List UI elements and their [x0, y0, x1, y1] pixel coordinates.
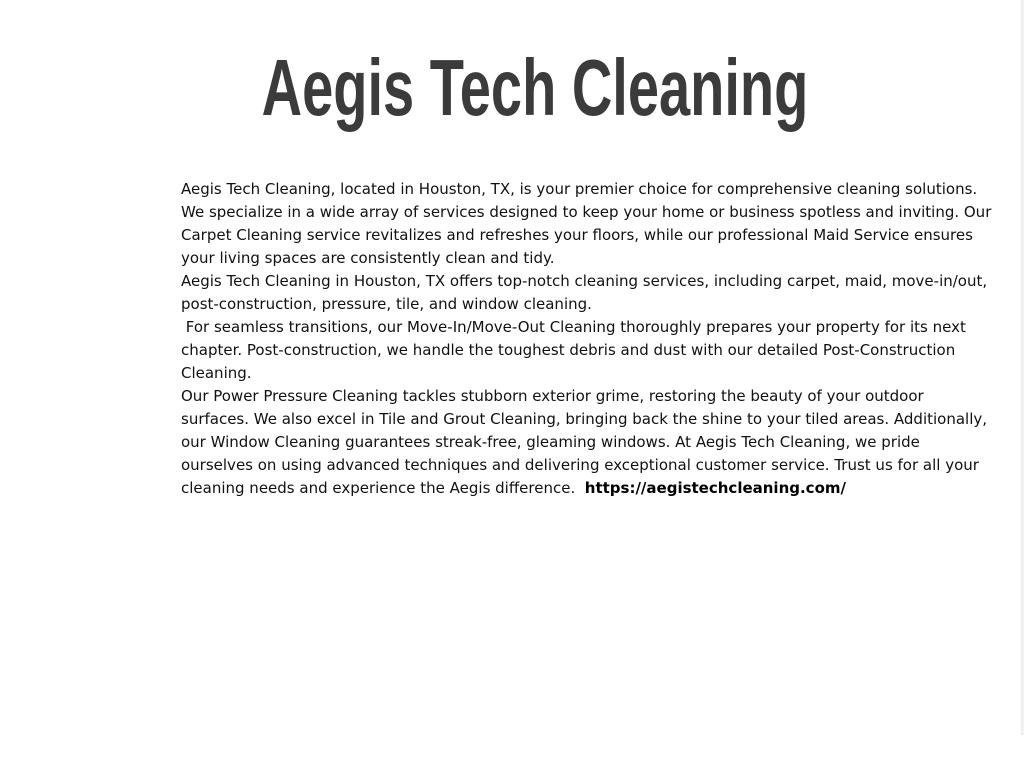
- paragraph-services-summary: Aegis Tech Cleaning in Houston, TX offers top-notch cleaning services, including carpet, maid, move-in/out, post-construction, pressure, tile, and window cleaning.: [181, 272, 988, 313]
- page-title: Aegis Tech Cleaning: [261, 43, 809, 132]
- paragraph-move-construction-text: For seamless transitions, our Move-In/Move-Out Cleaning thoroughly prepares your property for its next chapter. Post-construction, we handle the toughest debris and dust with our detailed Post-Construction Cleaning.: [181, 318, 971, 382]
- website-link[interactable]: https://aegistechcleaning.com/: [584, 479, 846, 497]
- paragraph-move-construction: [181, 316, 993, 385]
- paragraph-intro: Aegis Tech Cleaning, located in Houston, TX, is your premier choice for comprehensive cleaning solutions. We specialize in a wide array of services designed to keep your home or business spotless and inviting. Our Carpet Cleaning service revitalizes and refreshes your floors, while our professional Maid Service ensures your living spaces are consistently clean and tidy.: [181, 180, 992, 267]
- paragraph-pressure-tile-window-text: Our Power Pressure Cleaning tackles stubborn exterior grime, restoring the beauty of your outdoor surfaces. We also excel in Tile and Grout Cleaning, bringing back the shine to your tiled areas. Additionally, our Window Cleaning guarantees streak-free, gleaming windows. At Aegis Tech Cleaning, we pride ourselves on using advanced techniques and delivering exceptional customer service. Trust us for all your cleaning needs and experience the Aegis difference.: [181, 387, 992, 497]
- paragraph-pressure-tile-window: [181, 385, 993, 500]
- description-body: [181, 178, 993, 500]
